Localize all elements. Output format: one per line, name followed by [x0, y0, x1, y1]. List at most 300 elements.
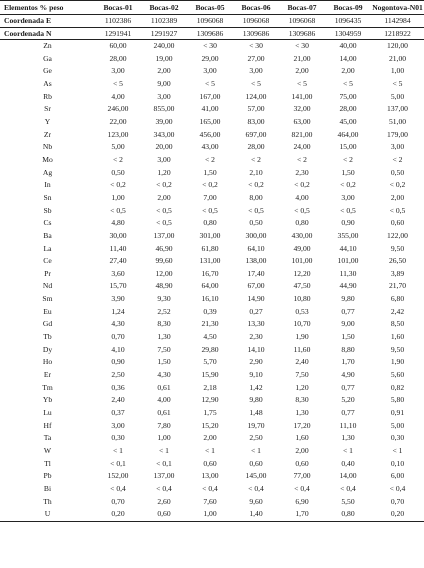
table-row — [0, 91, 424, 104]
table-cell: 0,60 — [249, 458, 263, 468]
table-cell: 0,36 — [111, 382, 125, 392]
table-cell: 4,80 — [111, 218, 125, 228]
table-cell: 9,00 — [157, 78, 171, 88]
element-symbol: Eu — [43, 306, 52, 316]
table-cell: 0,20 — [95, 508, 141, 521]
table-cell: 145,00 — [245, 471, 267, 481]
table-cell: 1,48 — [249, 408, 263, 418]
table-cell: 29,80 — [201, 344, 219, 354]
table-cell: 1,70 — [279, 508, 325, 521]
table-cell: 11,40 — [109, 243, 127, 253]
table-cell: < 0,1 — [156, 458, 172, 468]
table-row — [0, 432, 424, 445]
element-symbol: Ge — [43, 66, 52, 76]
element-symbol: Sm — [42, 294, 53, 304]
table-cell: 179,00 — [387, 129, 408, 139]
table-cell: 3,00 — [203, 66, 217, 76]
table-cell: 1,00 — [390, 66, 405, 76]
table-cell: 0,70 — [111, 496, 125, 506]
table-cell: < 2 — [113, 154, 123, 164]
table-cell: < 0,2 — [110, 180, 126, 190]
table-cell: 0,53 — [295, 306, 309, 316]
element-symbol: Dy — [42, 344, 53, 354]
table-cell: 1,20 — [157, 167, 171, 177]
table-cell: 0,61 — [157, 382, 171, 392]
table-cell: 2,30 — [295, 167, 309, 177]
table-row — [0, 369, 424, 382]
element-symbol: Nd — [42, 281, 53, 291]
table-cell: 456,00 — [199, 129, 221, 139]
element-symbol: As — [43, 78, 52, 88]
table-cell: < 0,2 — [389, 180, 406, 190]
table-cell: 120,00 — [387, 41, 408, 50]
element-symbol: Ba — [43, 230, 52, 240]
table-cell: 7,80 — [157, 420, 171, 430]
table-cell: 5,60 — [390, 370, 405, 380]
table-cell: 2,60 — [157, 496, 171, 506]
table-cell: < 0,1 — [110, 458, 126, 468]
table-cell: < 5 — [297, 78, 307, 88]
table-cell: 61,80 — [201, 243, 219, 253]
table-cell: < 5 — [343, 78, 353, 88]
table-cell: 0,60 — [390, 218, 405, 228]
table-cell: 0,60 — [141, 508, 187, 521]
table-cell: 355,00 — [337, 230, 359, 240]
coord-value: 1096068 — [233, 15, 279, 28]
header-cell: Bocas-05 — [187, 1, 233, 15]
table-row — [0, 65, 424, 78]
table-cell: 26,50 — [388, 256, 407, 266]
table-row — [0, 243, 424, 256]
table-cell: < 0,2 — [248, 180, 264, 190]
table-row — [0, 407, 424, 420]
coord-row-e — [0, 15, 424, 28]
element-symbol: Sn — [43, 192, 52, 202]
table-cell: < 0,4 — [248, 483, 264, 493]
table-cell: 8,80 — [341, 344, 355, 354]
table-cell: 3,00 — [341, 192, 355, 202]
table-cell: 63,00 — [293, 116, 311, 126]
table-cell: 131,00 — [199, 256, 221, 266]
table-cell: 15,90 — [201, 370, 219, 380]
table-cell: 300,00 — [245, 230, 267, 240]
table-cell: < 0,4 — [202, 483, 218, 493]
coord-row-n — [0, 27, 424, 40]
element-symbol: Yb — [42, 395, 53, 405]
element-symbol: Pr — [44, 268, 51, 278]
table-cell: 2,00 — [390, 192, 405, 202]
table-cell: 0,39 — [203, 306, 217, 316]
table-cell: 0,10 — [390, 458, 405, 468]
table-cell: 10,80 — [293, 294, 311, 304]
table-cell: 9,00 — [341, 319, 355, 329]
table-cell: < 2 — [205, 154, 215, 164]
table-cell: 14,00 — [339, 53, 357, 63]
coord-value: 1096435 — [325, 15, 371, 28]
table-cell: 9,60 — [249, 496, 263, 506]
table-cell: 2,52 — [157, 306, 171, 316]
table-cell: < 2 — [392, 154, 403, 164]
table-cell: 0,77 — [341, 408, 355, 418]
element-symbol: Ag — [42, 167, 53, 177]
table-cell: 40,00 — [339, 41, 357, 50]
table-row — [0, 356, 424, 369]
table-cell: 1,00 — [111, 192, 125, 202]
table-cell: 2,18 — [203, 382, 217, 392]
table-cell: < 0,5 — [110, 205, 126, 215]
table-cell: < 0,5 — [340, 205, 356, 215]
table-cell: < 0,4 — [389, 483, 406, 493]
table-cell: < 1 — [251, 446, 261, 455]
table-cell: 1,50 — [341, 332, 355, 342]
element-symbol: Zn — [43, 41, 52, 50]
table-cell: 83,00 — [247, 116, 265, 126]
table-cell: 2,00 — [157, 66, 171, 76]
table-cell: 0,30 — [111, 433, 125, 443]
table-cell: 30,00 — [109, 230, 127, 240]
table-cell: 1,30 — [295, 408, 309, 418]
table-cell: 8,30 — [295, 395, 309, 405]
table-cell: 6,00 — [390, 471, 405, 481]
table-cell: 0,50 — [249, 218, 263, 228]
table-cell: 0,77 — [341, 382, 355, 392]
table-row — [0, 53, 424, 66]
table-row — [0, 394, 424, 407]
table-cell: 44,10 — [339, 243, 357, 253]
table-cell: 8,50 — [390, 319, 405, 329]
table-cell: 16,10 — [201, 294, 219, 304]
table-cell: < 5 — [251, 78, 261, 88]
element-symbol: Ga — [43, 53, 52, 63]
element-symbol: Y — [44, 116, 51, 126]
table-cell: 7,00 — [203, 192, 217, 202]
table-cell: 7,60 — [203, 496, 217, 506]
table-cell: 16,70 — [201, 268, 219, 278]
table-cell: 64,00 — [201, 281, 219, 291]
table-cell: 3,00 — [111, 420, 125, 430]
table-cell: 1,00 — [157, 433, 171, 443]
table-cell: 4,00 — [111, 91, 125, 101]
table-cell: 3,00 — [157, 154, 171, 164]
table-cell: 0,80 — [325, 508, 371, 521]
table-cell: < 1 — [159, 446, 169, 455]
table-cell: 9,80 — [341, 294, 355, 304]
table-cell: 19,00 — [155, 53, 173, 63]
table-cell: 0,30 — [390, 433, 405, 443]
table-cell: 5,00 — [390, 420, 405, 430]
table-cell: 4,00 — [295, 192, 309, 202]
table-cell: 5,00 — [111, 142, 125, 152]
table-cell: < 2 — [251, 154, 261, 164]
header-cell: Bocas-06 — [233, 1, 279, 15]
table-cell: 17,20 — [293, 420, 311, 430]
header-row — [0, 1, 424, 15]
table-cell: < 30 — [295, 41, 309, 50]
table-cell: 99,60 — [155, 256, 173, 266]
element-symbol: Hf — [43, 420, 52, 430]
table-cell: 464,00 — [337, 129, 359, 139]
table-cell: 51,00 — [388, 116, 407, 126]
table-cell: 2,50 — [111, 370, 125, 380]
table-cell: 9,80 — [249, 395, 263, 405]
table-cell: 67,00 — [247, 281, 265, 291]
table-cell: 48,90 — [155, 281, 173, 291]
table-row — [0, 420, 424, 433]
table-cell: 430,00 — [291, 230, 313, 240]
coord-value: 1096068 — [187, 15, 233, 28]
table-cell: 8,00 — [249, 192, 263, 202]
table-cell: 64,10 — [247, 243, 265, 253]
table-cell: < 0,5 — [248, 205, 264, 215]
table-cell: 27,00 — [247, 53, 265, 63]
table-row — [0, 78, 424, 91]
table-cell: 301,00 — [199, 230, 221, 240]
table-row — [0, 192, 424, 205]
element-rows — [0, 40, 424, 522]
table-cell: 0,90 — [111, 357, 125, 367]
table-cell: 138,00 — [245, 256, 267, 266]
coord-value: 1218922 — [371, 27, 424, 40]
table-cell: 1,24 — [111, 306, 125, 316]
table-cell: < 0,4 — [294, 483, 310, 493]
table-cell: 13,00 — [201, 471, 219, 481]
table-cell: 0,60 — [203, 458, 217, 468]
table-cell: 1,42 — [249, 382, 263, 392]
element-symbol: Sb — [43, 205, 52, 215]
table-row — [0, 306, 424, 319]
table-cell: 32,00 — [293, 104, 311, 114]
table-cell: 12,90 — [201, 395, 219, 405]
table-cell: 2,00 — [295, 66, 309, 76]
table-cell: 4,90 — [341, 370, 355, 380]
table-cell: < 1 — [392, 446, 403, 455]
table-cell: 3,60 — [111, 268, 125, 278]
table-cell: 11,60 — [293, 344, 311, 354]
table-cell: 47,50 — [293, 281, 311, 291]
table-cell: 11,10 — [339, 420, 357, 430]
table-cell: 855,00 — [153, 104, 175, 114]
coord-value: 1309686 — [279, 27, 325, 40]
table-row — [0, 280, 424, 293]
table-cell: 0,50 — [390, 167, 405, 177]
table-cell: < 1 — [343, 446, 353, 455]
table-cell: 1,50 — [203, 167, 217, 177]
table-cell: 28,00 — [339, 104, 357, 114]
element-symbol: La — [43, 243, 52, 253]
table-cell: 0,82 — [390, 382, 405, 392]
table-cell: 4,30 — [111, 319, 125, 329]
table-cell: 4,30 — [157, 370, 171, 380]
table-cell: 137,00 — [153, 471, 175, 481]
table-row — [0, 230, 424, 243]
table-cell: 0,77 — [341, 306, 355, 316]
table-row — [0, 445, 424, 458]
table-cell: < 0,2 — [202, 180, 218, 190]
table-cell: 167,00 — [199, 91, 221, 101]
table-cell: 2,90 — [249, 357, 263, 367]
element-symbol: Tm — [42, 382, 53, 392]
table-row — [0, 318, 424, 331]
element-symbol: Mo — [42, 154, 53, 164]
table-header — [0, 1, 424, 15]
table-cell: 10,70 — [293, 319, 311, 329]
table-cell: 141,00 — [291, 91, 313, 101]
table-row — [0, 293, 424, 306]
table-cell: 2,00 — [157, 192, 171, 202]
table-cell: 1,90 — [390, 357, 405, 367]
header-cell: Bocas-01 — [95, 1, 141, 15]
table-cell: 75,00 — [339, 91, 357, 101]
element-symbol: U — [0, 508, 95, 521]
table-cell: 1,60 — [390, 332, 405, 342]
table-cell: < 5 — [113, 78, 123, 88]
table-cell: 1,40 — [233, 508, 279, 521]
coord-value: 1102386 — [95, 15, 141, 28]
table-cell: < 0,5 — [156, 218, 172, 228]
table-cell: 7,50 — [295, 370, 309, 380]
table-cell: 41,00 — [201, 104, 219, 114]
coord-value: 1309686 — [233, 27, 279, 40]
table-cell: < 2 — [297, 154, 307, 164]
table-cell: 0,40 — [341, 458, 355, 468]
table-cell: 3,00 — [390, 142, 405, 152]
element-symbol: Cs — [43, 218, 52, 228]
table-row — [0, 331, 424, 344]
table-cell: 2,30 — [249, 332, 263, 342]
header-cell: Bocas-07 — [279, 1, 325, 15]
table-cell: 57,00 — [247, 104, 265, 114]
table-row — [0, 141, 424, 154]
table-cell: 49,00 — [293, 243, 311, 253]
table-cell: 122,00 — [387, 230, 408, 240]
table-cell: 2,00 — [341, 66, 355, 76]
element-symbol: Sr — [44, 104, 51, 114]
element-symbol: Tb — [43, 332, 52, 342]
table-cell: 4,50 — [203, 332, 217, 342]
table-cell: 0,50 — [111, 167, 125, 177]
table-row — [0, 458, 424, 471]
table-row — [0, 483, 424, 496]
table-cell: 4,00 — [157, 395, 171, 405]
table-cell: 137,00 — [153, 230, 175, 240]
element-symbol: Pb — [43, 471, 52, 481]
table-row — [0, 40, 424, 53]
table-cell: 1,60 — [295, 433, 309, 443]
table-row — [0, 255, 424, 268]
table-cell: 11,30 — [339, 268, 357, 278]
table-cell: 14,10 — [247, 344, 265, 354]
header-cell: Nogontova-N01 — [371, 1, 424, 15]
table-cell: 21,70 — [388, 281, 407, 291]
table-cell: 165,00 — [199, 116, 221, 126]
table-cell: 15,00 — [339, 142, 357, 152]
table-cell: 1,30 — [341, 433, 355, 443]
table-cell: 60,00 — [109, 41, 127, 50]
table-cell: 15,20 — [201, 420, 219, 430]
element-symbol: Ce — [43, 256, 52, 266]
table-cell: < 0,5 — [156, 205, 172, 215]
element-symbol: Lu — [43, 408, 52, 418]
table-cell: 8,30 — [157, 319, 171, 329]
table-cell: 2,50 — [249, 433, 263, 443]
table-row — [0, 496, 424, 509]
table-cell: 21,00 — [293, 53, 311, 63]
coord-value: 1102389 — [141, 15, 187, 28]
table-cell: < 5 — [392, 78, 403, 88]
element-symbol: Ho — [42, 357, 53, 367]
table-cell: 6,80 — [390, 294, 405, 304]
coord-label: Coordenada N — [0, 27, 95, 40]
table-cell: 3,89 — [390, 268, 405, 278]
table-cell: 3,00 — [111, 66, 125, 76]
table-cell: < 0,4 — [340, 483, 356, 493]
table-cell: < 0,2 — [294, 180, 310, 190]
table-cell: 1,90 — [295, 332, 309, 342]
table-cell: 21,00 — [388, 53, 407, 63]
table-cell: 5,20 — [341, 395, 355, 405]
table-row — [0, 179, 424, 192]
table-cell: 29,00 — [201, 53, 219, 63]
table-cell: < 0,4 — [110, 483, 126, 493]
element-symbol: Tl — [44, 458, 51, 468]
table-cell: 2,42 — [390, 306, 405, 316]
element-symbol: Th — [43, 496, 52, 506]
table-cell: 0,27 — [249, 306, 263, 316]
table-cell: 24,00 — [293, 142, 311, 152]
table-cell: 3,90 — [111, 294, 125, 304]
table-cell: 19,70 — [247, 420, 265, 430]
table-cell: 12,20 — [293, 268, 311, 278]
table-cell: 0,61 — [157, 408, 171, 418]
table-row — [0, 344, 424, 357]
coord-value: 1096068 — [279, 15, 325, 28]
table-cell: 0,20 — [371, 508, 424, 521]
coord-value: 1291927 — [141, 27, 187, 40]
table-cell: < 30 — [203, 41, 217, 50]
table-cell: 2,40 — [111, 395, 125, 405]
table-cell: 1,50 — [157, 357, 171, 367]
coord-value: 1304959 — [325, 27, 371, 40]
table-cell: < 5 — [205, 78, 215, 88]
table-cell: < 0,5 — [294, 205, 310, 215]
table-cell: 4,10 — [111, 344, 125, 354]
table-cell: 77,00 — [293, 471, 311, 481]
table-cell: < 0,2 — [340, 180, 356, 190]
table-cell: 0,60 — [295, 458, 309, 468]
table-cell: 28,00 — [109, 53, 127, 63]
table-row — [0, 116, 424, 129]
table-cell: 44,90 — [339, 281, 357, 291]
coord-label: Coordenada E — [0, 15, 95, 28]
table-row — [0, 129, 424, 142]
table-row — [0, 154, 424, 167]
table-cell: 2,40 — [295, 357, 309, 367]
table-cell: < 0,4 — [156, 483, 172, 493]
table-cell: 0,37 — [111, 408, 125, 418]
table-cell: < 30 — [249, 41, 263, 50]
table-cell: 0,90 — [341, 218, 355, 228]
table-cell: 697,00 — [245, 129, 267, 139]
table-cell: 9,30 — [157, 294, 171, 304]
table-cell: 14,90 — [247, 294, 265, 304]
table-cell: 0,80 — [203, 218, 217, 228]
table-cell: 22,00 — [109, 116, 127, 126]
table-cell: 101,00 — [291, 256, 313, 266]
table-cell: 27,40 — [109, 256, 127, 266]
table-cell: 13,30 — [247, 319, 265, 329]
header-cell: Bocas-02 — [141, 1, 187, 15]
element-symbol: Zr — [43, 129, 52, 139]
